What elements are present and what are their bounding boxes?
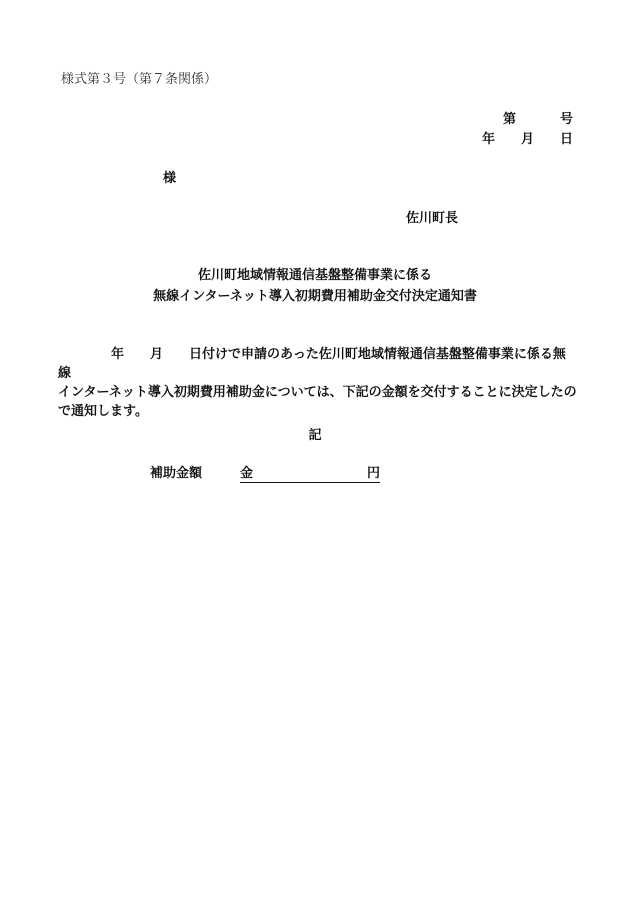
document-number-suffix: 号 bbox=[559, 112, 573, 127]
body-line-1: 日付けで申請のあった佐川町地域情報通信基盤整備事業に係る無線 bbox=[58, 347, 566, 381]
title-line-1: 佐川町地域情報通信基盤整備事業に係る bbox=[197, 268, 432, 283]
recipient-line: 様 bbox=[163, 171, 177, 186]
body-month: 月 bbox=[150, 347, 164, 362]
amount-field bbox=[240, 462, 380, 483]
document-title bbox=[0, 265, 630, 307]
amount-suffix: 円 bbox=[367, 466, 381, 481]
date-month: 月 bbox=[520, 132, 534, 147]
amount-row bbox=[150, 462, 380, 483]
body-line-2: インターネット導入初期費用補助金については、下記の金額を交付することに決定したの bbox=[58, 385, 577, 400]
issuer-name: 佐川町長 bbox=[406, 211, 459, 226]
title-line-2: 無線インターネット導入初期費用補助金交付決定通知書 bbox=[153, 289, 477, 304]
form-label: 様式第３号（第７条関係） bbox=[61, 72, 218, 87]
date-year: 年 bbox=[481, 132, 495, 147]
document-number bbox=[503, 108, 573, 127]
document-date bbox=[482, 128, 573, 147]
document-number-prefix: 第 bbox=[502, 112, 516, 127]
body-year: 年 bbox=[111, 347, 125, 362]
body-line-3: で通知します。 bbox=[58, 404, 148, 419]
date-day: 日 bbox=[559, 132, 573, 147]
amount-prefix: 金 bbox=[240, 466, 254, 481]
amount-label: 補助金額 bbox=[150, 466, 203, 481]
ki-heading: 記 bbox=[308, 428, 322, 443]
body-paragraph bbox=[58, 345, 578, 421]
